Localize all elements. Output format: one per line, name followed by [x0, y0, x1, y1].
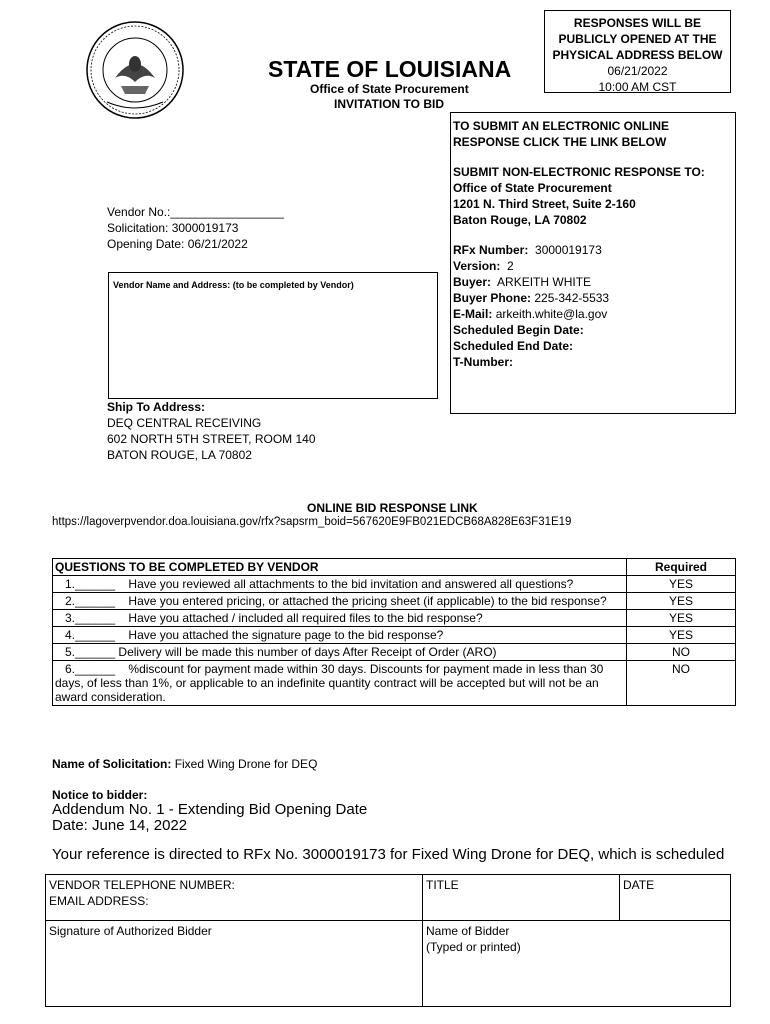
submission-info-box — [450, 112, 736, 414]
required-header: Required — [627, 559, 736, 576]
notice-to-bidder-label: Notice to bidder: — [52, 788, 148, 802]
required-value: YES — [627, 627, 736, 644]
solicitation-name — [52, 756, 317, 772]
office-address-line-3: Baton Rouge, LA 70802 — [453, 213, 587, 227]
vendor-phone-label: VENDOR TELEPHONE NUMBER: — [49, 878, 235, 892]
question-answer-blank[interactable]: 2.______ — [65, 594, 116, 608]
reference-text: Your reference is directed to RFx No. 3000019173 for Fixed Wing Drone for DEQ, which is scheduled — [52, 846, 725, 863]
required-value: NO — [627, 661, 736, 706]
vendor-questions-table — [52, 558, 736, 706]
addendum-date: Date: June 14, 2022 — [52, 817, 188, 834]
solicitation-number: Solicitation: 3000019173 — [107, 221, 239, 235]
required-value: YES — [627, 610, 736, 627]
electronic-line-1: TO SUBMIT AN ELECTRONIC ONLINE — [453, 119, 669, 133]
online-link-heading: ONLINE BID RESPONSE LINK — [307, 501, 478, 515]
addendum-title: Addendum No. 1 - Extending Bid Opening Date — [52, 801, 368, 818]
required-value: YES — [627, 593, 736, 610]
question-text: Have you attached / included all required files to the bid response? — [128, 611, 483, 625]
table-row — [53, 661, 736, 706]
buyer: Buyer: ARKEITH WHITE — [453, 275, 592, 289]
page-title: STATE OF LOUISIANA — [268, 56, 512, 82]
question-answer-blank[interactable]: 6.______ — [65, 662, 116, 676]
vendor-phone-email-cell[interactable] — [46, 875, 423, 921]
version: Version: 2 — [453, 259, 514, 273]
opening-date: 06/21/2022 — [607, 64, 668, 78]
table-row — [53, 610, 736, 627]
question-text: Have you reviewed all attachments to the bid invitation and answered all questions? — [128, 577, 574, 591]
nonelectronic-heading: SUBMIT NON-ELECTRONIC RESPONSE TO: — [453, 165, 705, 179]
ship-to-line-1: DEQ CENTRAL RECEIVING — [107, 416, 262, 430]
rfx-number: RFx Number: 3000019173 — [453, 243, 602, 257]
office-name: Office of State Procurement — [310, 82, 469, 96]
ship-to-line-2: 602 NORTH 5TH STREET, ROOM 140 — [107, 432, 316, 446]
table-row — [53, 644, 736, 661]
vendor-number-field[interactable]: Vendor No.:_________________ — [107, 205, 284, 219]
required-value: YES — [627, 576, 736, 593]
opening-time: 10:00 AM CST — [598, 80, 677, 94]
vendor-name-address-label: Vendor Name and Address: (to be completed by Vendor) — [113, 280, 354, 290]
question-answer-blank[interactable]: 3.______ — [65, 611, 116, 625]
question-answer-blank[interactable]: 4.______ — [65, 628, 116, 642]
signature-cell[interactable] — [46, 921, 423, 1007]
date-label: DATE — [623, 878, 655, 892]
table-row — [53, 627, 736, 644]
bidder-name-sublabel: (Typed or printed) — [426, 940, 521, 954]
vendor-name-address-box[interactable] — [108, 272, 438, 399]
buyer-phone: Buyer Phone: 225-342-5533 — [453, 291, 610, 305]
vendor-info — [107, 204, 284, 252]
question-answer-blank[interactable]: 1.______ — [65, 577, 116, 591]
ship-to-address — [107, 399, 316, 463]
required-value: NO — [627, 644, 736, 661]
table-row — [53, 593, 736, 610]
notice-line-3: PHYSICAL ADDRESS BELOW — [552, 48, 723, 62]
office-address-line-2: 1201 N. Third Street, Suite 2-160 — [453, 197, 636, 211]
t-number: T-Number: — [453, 355, 513, 369]
title-cell[interactable] — [423, 875, 620, 921]
public-opening-notice — [544, 10, 731, 93]
buyer-email: E-Mail: arkeith.white@la.gov — [453, 307, 608, 321]
opening-date-text: Opening Date: 06/21/2022 — [107, 237, 248, 251]
table-row — [53, 576, 736, 593]
title-label: TITLE — [426, 878, 459, 892]
ship-to-line-3: BATON ROUGE, LA 70802 — [107, 448, 252, 462]
electronic-line-2: RESPONSE CLICK THE LINK BELOW — [453, 135, 667, 149]
question-text: Delivery will be made this number of days After Receipt of Order (ARO) — [118, 645, 497, 659]
document-type: INVITATION TO BID — [334, 97, 444, 111]
ship-to-label: Ship To Address: — [107, 400, 206, 414]
signature-label: Signature of Authorized Bidder — [49, 924, 212, 938]
question-answer-blank[interactable]: 5.______ — [65, 645, 116, 659]
online-bid-link[interactable]: https://lagoverpvendor.doa.louisiana.gov/rfx?sapsrm_boid=567620E9FB021EDCB68A828E63F31E19 — [52, 516, 572, 528]
solicitation-name-label: Name of Solicitation: — [52, 757, 172, 771]
office-address-line-1: Office of State Procurement — [453, 181, 612, 195]
question-text: Have you entered pricing, or attached the pricing sheet (if applicable) to the bid response? — [128, 594, 607, 608]
question-text: Have you attached the signature page to the bid response? — [128, 628, 444, 642]
notice-line-1: RESPONSES WILL BE — [573, 16, 702, 30]
questions-header: QUESTIONS TO BE COMPLETED BY VENDOR — [53, 559, 627, 576]
scheduled-end-date: Scheduled End Date: — [453, 339, 574, 353]
vendor-signature-table — [45, 874, 731, 1007]
state-seal — [85, 20, 185, 120]
question-text: %discount for payment made within 30 days. Discounts for payment made in less than 30 days, of less than 1%, or applicable to an indefinite quantity contract will be accepted but will not be an award consideration. — [55, 662, 604, 704]
bidder-name-label: Name of Bidder — [426, 924, 510, 938]
notice-line-2: PUBLICLY OPENED AT THE — [558, 32, 717, 46]
scheduled-begin-date: Scheduled Begin Date: — [453, 323, 584, 337]
solicitation-name-value: Fixed Wing Drone for DEQ — [174, 757, 318, 771]
vendor-email-label: EMAIL ADDRESS: — [49, 894, 149, 908]
bidder-name-cell[interactable] — [423, 921, 731, 1007]
date-cell[interactable] — [620, 875, 731, 921]
